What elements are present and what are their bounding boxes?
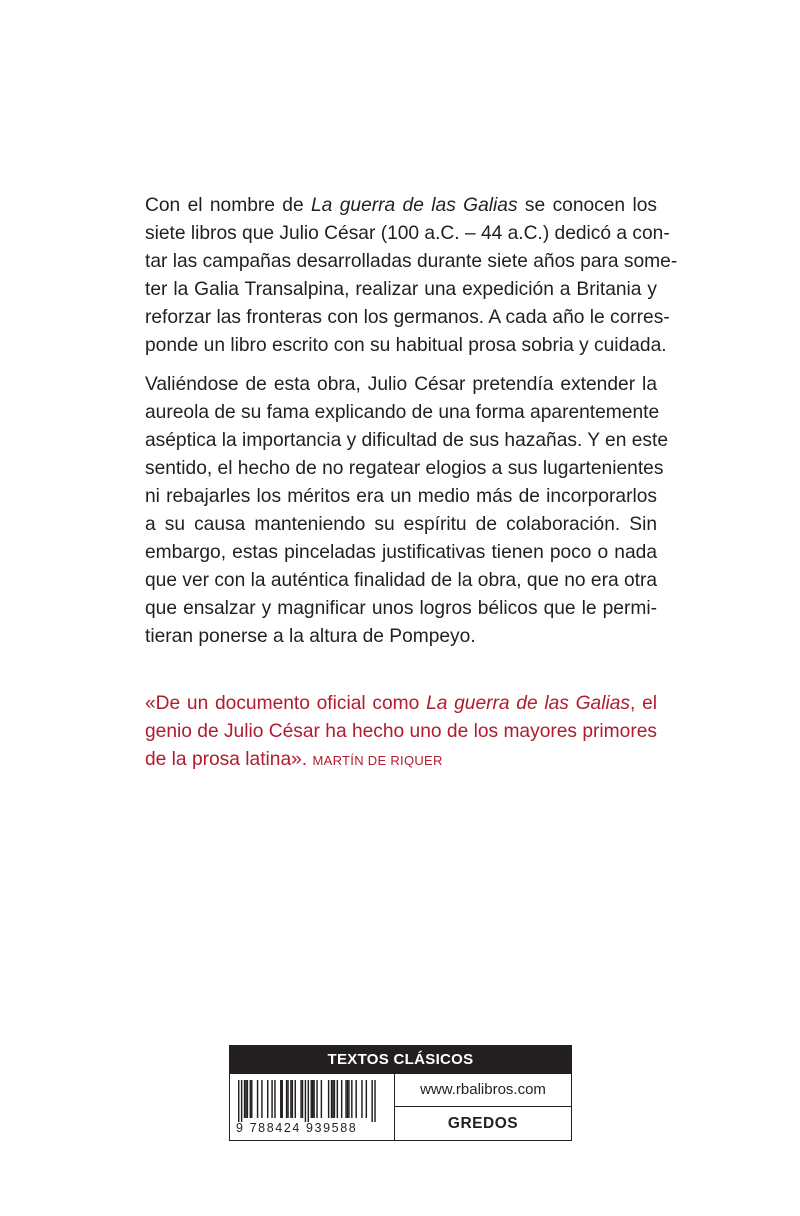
barcode-bar <box>282 1080 283 1118</box>
quote-line: genio de Julio César ha hecho uno de los mayores primores <box>145 721 657 742</box>
barcode-bar <box>302 1080 303 1118</box>
barcode-bar <box>337 1080 338 1118</box>
barcode-bar <box>250 1080 251 1118</box>
paragraph-line: ni rebajarles los méritos era un medio más de incorporarlos <box>145 486 657 507</box>
publisher-name: GREDOS <box>447 1115 519 1132</box>
publisher-info-box <box>229 1045 572 1141</box>
barcode-bar <box>348 1080 349 1118</box>
barcode-bar <box>300 1080 301 1118</box>
barcode-bar <box>267 1080 268 1118</box>
barcode-bar <box>238 1080 239 1122</box>
barcode-bar <box>286 1080 287 1118</box>
barcode-bar <box>374 1080 375 1122</box>
barcode-bar <box>361 1080 362 1118</box>
barcode-bar <box>290 1080 291 1118</box>
barcode-bar <box>287 1080 288 1118</box>
barcode-bar <box>292 1080 293 1118</box>
paragraph-line: ponde un libro escrito con su habitual prosa sobria y cuidada. <box>145 335 667 356</box>
barcode-bar <box>371 1080 372 1122</box>
paragraph-line: sentido, el hecho de no regatear elogios a sus lugartenientes <box>145 458 664 479</box>
barcode-bar <box>311 1080 312 1118</box>
barcode-bar <box>331 1080 332 1118</box>
book-title-italic: La guerra de las Galias <box>311 195 518 216</box>
barcode-bar <box>280 1080 281 1118</box>
paragraph-line: que ensalzar y magnificar unos logros bélicos que le permi- <box>145 598 657 619</box>
quote-line: «De un documento oficial como La guerra de las Galias, el <box>145 693 658 714</box>
barcode-bar <box>321 1080 322 1118</box>
barcode-bar <box>261 1080 262 1118</box>
publisher-url: www.rbalibros.com <box>395 1074 571 1107</box>
barcode-bar <box>257 1080 258 1118</box>
barcode-bar <box>244 1080 245 1118</box>
paragraph-line: aureola de su fama explicando de una forma aparentemente <box>145 402 660 423</box>
paragraph-line: a su causa manteniendo su espíritu de colaboración. Sin <box>145 514 657 535</box>
barcode-bar <box>316 1080 317 1118</box>
barcode-bar <box>247 1080 248 1118</box>
quote-line: de la prosa latina». MARTÍN DE RIQUER <box>145 749 443 770</box>
description-paragraph-1 <box>145 192 678 360</box>
barcode-bar <box>308 1080 309 1122</box>
paragraph-line: reforzar las fronteras con los germanos. A cada año le corres- <box>145 307 670 328</box>
isbn-number: 9 788424 939588 <box>236 1121 358 1135</box>
barcode-bar <box>312 1080 313 1118</box>
description-paragraph-2 <box>145 371 668 651</box>
paragraph-line: siete libros que Julio César (100 a.C. – 44 a.C.) dedicó a con- <box>145 223 670 244</box>
barcode-bar <box>245 1080 246 1118</box>
barcode <box>230 1074 395 1140</box>
paragraph-line: embargo, estas pinceladas justificativas tienen poco o nada <box>145 542 657 563</box>
series-label: TEXTOS CLÁSICOS <box>230 1046 571 1074</box>
barcode-bar <box>328 1080 329 1118</box>
critic-quote <box>145 690 657 775</box>
barcode-bar <box>241 1080 242 1122</box>
barcode-bar <box>351 1080 352 1118</box>
barcode-bar <box>341 1080 342 1118</box>
barcode-bar <box>295 1080 296 1118</box>
barcode-bar <box>332 1080 333 1118</box>
barcode-bar <box>251 1080 252 1118</box>
barcode-bar <box>355 1080 356 1118</box>
barcode-bar <box>271 1080 272 1118</box>
quote-author: MARTÍN DE RIQUER <box>312 753 443 768</box>
barcode-bar <box>366 1080 367 1118</box>
paragraph-line: tieran ponerse a la altura de Pompeyo. <box>145 626 476 647</box>
paragraph-line: que ver con la auténtica finalidad de la obra, que no era otra <box>145 570 658 591</box>
paragraph-line: aséptica la importancia y dificultad de sus hazañas. Y en este <box>145 430 668 451</box>
barcode-bar <box>347 1080 348 1118</box>
paragraph-line: tar las campañas desarrolladas durante siete años para some- <box>145 251 678 272</box>
barcode-bar <box>313 1080 314 1118</box>
barcode-icon <box>238 1080 388 1122</box>
quote-book-title-italic: La guerra de las Galias <box>426 693 631 714</box>
paragraph-line: ter la Galia Transalpina, realizar una expedición a Britania y <box>145 279 657 300</box>
paragraph-line: Valiéndose de esta obra, Julio César pretendía extender la <box>145 374 657 395</box>
barcode-bar <box>305 1080 306 1122</box>
barcode-bar <box>334 1080 335 1118</box>
barcode-bar <box>345 1080 346 1118</box>
barcode-bar <box>274 1080 275 1118</box>
paragraph-line: Con el nombre de La guerra de las Galias se conocen los <box>145 195 658 216</box>
